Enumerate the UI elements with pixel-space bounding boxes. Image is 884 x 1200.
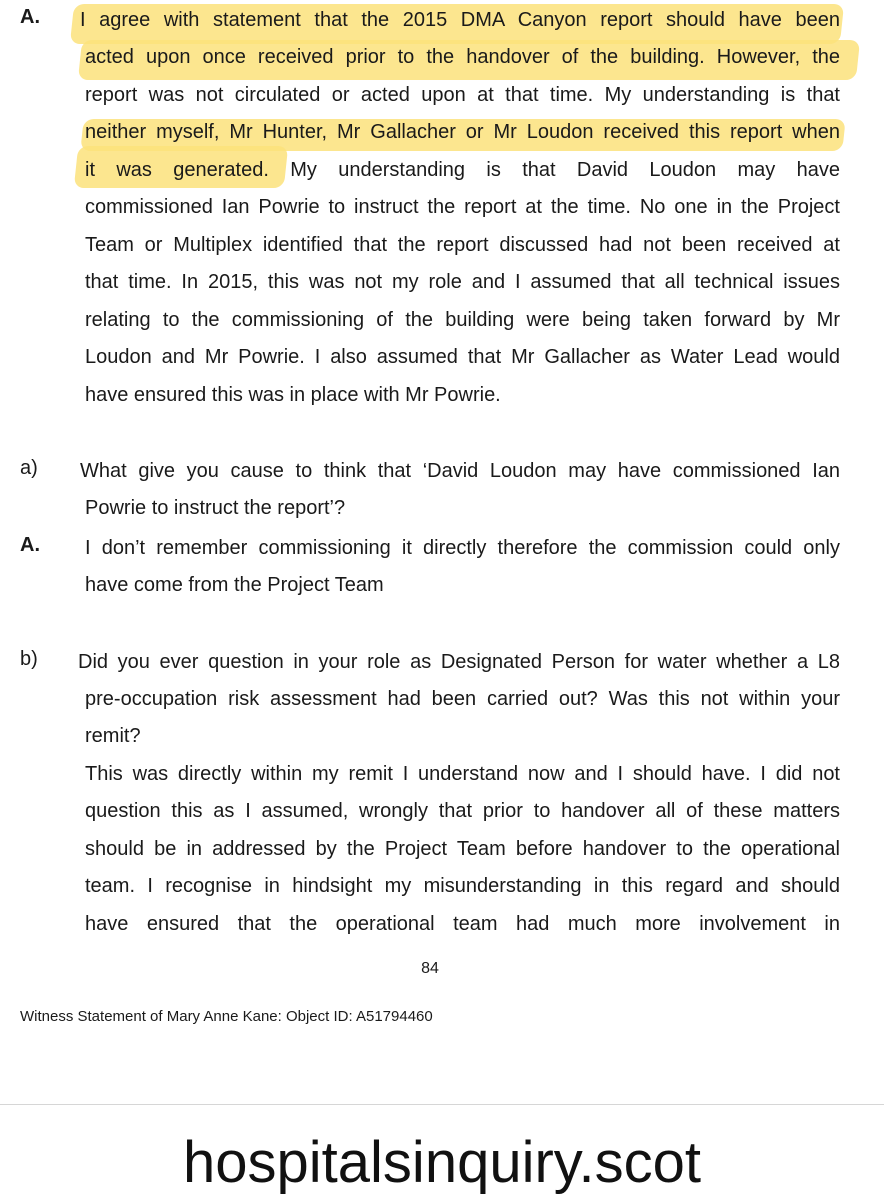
answer-line: question this as I assumed, wrongly that prior to handover all of these matters — [85, 800, 840, 822]
answer-label: A. — [20, 534, 40, 556]
answer-line: have come from the Project Team — [85, 574, 384, 596]
answer-line: have ensured this was in place with Mr Powrie. — [85, 384, 501, 406]
answer-line: Team or Multiplex identified that the report discussed had not been received at — [85, 234, 840, 256]
page-number: 84 — [421, 960, 439, 977]
question-line: What give you cause to think that ‘David Loudon may have commissioned Ian — [80, 460, 840, 482]
answer-line: it was generated. My understanding is that David Loudon may have — [85, 159, 840, 181]
question-line: Did you ever question in your role as Designated Person for water whether a L8 — [78, 651, 840, 673]
answer-line: I don’t remember commissioning it directly therefore the commission could only — [85, 537, 840, 559]
question-label: b) — [20, 648, 38, 670]
answer-line: Loudon and Mr Powrie. I also assumed that Mr Gallacher as Water Lead would — [85, 346, 840, 368]
answer-line: report was not circulated or acted upon at that time. My understanding is that — [85, 84, 840, 106]
website-caption: hospitalsinquiry.scot — [183, 1130, 701, 1195]
answer-line: have ensured that the operational team had much more involvement in — [85, 913, 840, 935]
answer-line: This was directly within my remit I understand now and I should have. I did not — [85, 763, 840, 785]
answer-line: team. I recognise in hindsight my misunderstanding in this regard and should — [85, 875, 840, 897]
document-footer: Witness Statement of Mary Anne Kane: Object ID: A51794460 — [20, 1008, 433, 1025]
answer-line: neither myself, Mr Hunter, Mr Gallacher or Mr Loudon received this report when — [85, 121, 840, 143]
question-label: a) — [20, 457, 38, 479]
question-line: pre-occupation risk assessment had been carried out? Was this not within your — [85, 688, 840, 710]
answer-label: A. — [20, 6, 40, 28]
answer-line: should be in addressed by the Project Team before handover to the operational — [85, 838, 840, 860]
answer-line: commissioned Ian Powrie to instruct the report at the time. No one in the Project — [85, 196, 840, 218]
answer-line: acted upon once received prior to the handover of the building. However, the — [85, 46, 840, 68]
answer-line: I agree with statement that the 2015 DMA Canyon report should have been — [80, 9, 840, 31]
answer-line: relating to the commissioning of the building were being taken forward by Mr — [85, 309, 840, 331]
question-line: remit? — [85, 725, 141, 747]
divider — [0, 1104, 884, 1105]
answer-line: that time. In 2015, this was not my role and I assumed that all technical issues — [85, 271, 840, 293]
question-line: Powrie to instruct the report’? — [85, 497, 346, 519]
